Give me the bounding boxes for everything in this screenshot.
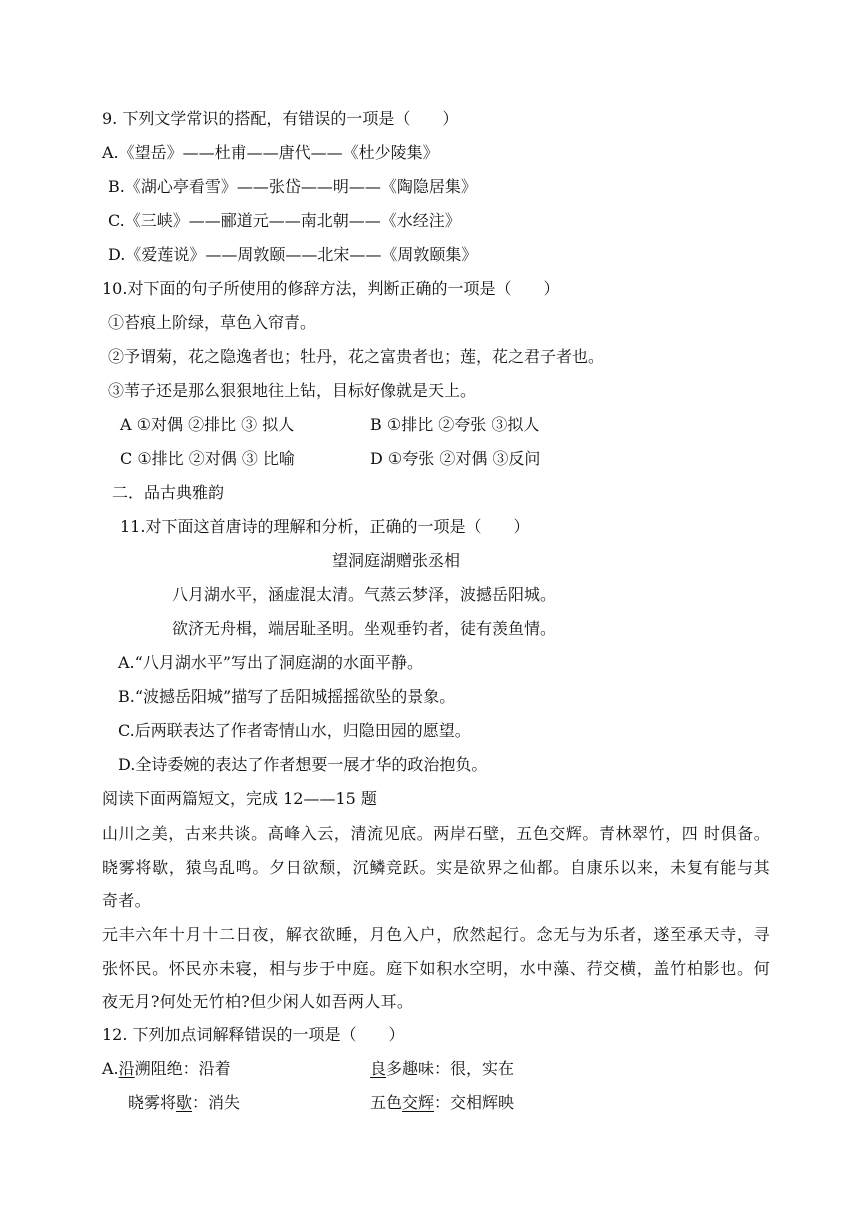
q10-option-d: D ①夸张 ②对偶 ③反问 <box>370 449 541 468</box>
q10-sentence-1: ①苔痕上阶绿，草色入帘青。 <box>108 313 317 332</box>
q12-item-pre: 五色 <box>370 1093 403 1112</box>
poem-title: 望洞庭湖赠张丞相 <box>332 551 461 570</box>
q12-row-a2 <box>128 1092 240 1114</box>
q11-option-d: D.全诗委婉的表达了作者想要一展才华的政治抱负。 <box>118 755 488 774</box>
q12-dotted-word: 交辉 <box>402 1093 435 1112</box>
q12-dotted-word: 良 <box>370 1059 387 1078</box>
q12-item-pre: 晓雾将 <box>128 1093 177 1112</box>
passage-sanxia: 山川之美，古来共谈。高峰入云，清流见底。两岸石壁，五色交辉。青林翠竹，四 时俱备。晓雾将歇，猿鸟乱鸣。夕日欲颓，沉鳞竞跃。实是欲界之仙都。自康乐以来，未复有能与其奇者。 <box>102 824 770 910</box>
section-heading: 二．品古典雅韵 <box>112 483 225 502</box>
q11-stem: 11.对下面这首唐诗的理解和分析，正确的一项是（ ） <box>120 517 530 536</box>
q12-row-a <box>102 1058 231 1080</box>
q12-row-a2-right <box>370 1092 514 1114</box>
poem-line-2: 欲济无舟楫，端居耻圣明。坐观垂钓者，徒有羡鱼情。 <box>172 619 557 638</box>
q10-sentence-2: ②予谓菊，花之隐逸者也；牡丹，花之富贵者也；莲，花之君子者也。 <box>108 347 605 366</box>
q11-option-a: A.“八月湖水平”写出了洞庭湖的水面平静。 <box>118 653 424 672</box>
reading-intro: 阅读下面两篇短文，完成 12——15 题 <box>102 789 377 808</box>
q12-dotted-word: 歇 <box>176 1093 193 1112</box>
poem-line-1: 八月湖水平，涵虚混太清。气蒸云梦泽，波撼岳阳城。 <box>172 585 557 604</box>
q12-item-post: 多趣味：很，实在 <box>386 1059 515 1078</box>
q12-row-a-right <box>370 1058 514 1080</box>
q9-option-b: B.《湖心亭看雪》——张岱——明——《陶隐居集》 <box>108 177 477 196</box>
q9-stem: 9. 下列文学常识的搭配，有错误的一项是（ ） <box>102 109 459 128</box>
q12-item-post: ：交相辉映 <box>434 1093 515 1112</box>
q9-option-a: A.《望岳》——杜甫——唐代——《杜少陵集》 <box>102 143 439 162</box>
q12-item-post: ：消失 <box>192 1093 241 1112</box>
q12-option-prefix: A. <box>102 1059 119 1078</box>
q12-dotted-word: 沿 <box>118 1059 135 1078</box>
q11-option-c: C.后两联表达了作者寄情山水，归隐田园的愿望。 <box>118 721 471 740</box>
q11-option-b: B.“波撼岳阳城”描写了岳阳城摇摇欲坠的景象。 <box>118 687 456 706</box>
q10-option-b: B ①排比 ②夸张 ③拟人 <box>370 415 540 434</box>
q12-item-post: 溯阻绝：沿着 <box>134 1059 231 1078</box>
q10-stem: 10.对下面的句子所使用的修辞方法，判断正确的一项是（ ） <box>102 279 560 298</box>
q9-option-c: C.《三峡》——郦道元——南北朝——《水经注》 <box>108 211 461 230</box>
q10-option-c: C ①排比 ②对偶 ③ 比喻 <box>120 449 295 468</box>
q9-option-d: D.《爱莲说》——周敦颐——北宋——《周敦颐集》 <box>108 245 478 264</box>
passage-chengtiansi: 元丰六年十月十二日夜，解衣欲睡，月色入户，欣然起行。念无与为乐者，遂至承天寺，寻张怀民。怀民亦未寝，相与步于中庭。庭下如积水空明，水中藻、荇交横，盖竹柏影也。何夜无月?何处无竹柏?但少闲人如吾两人耳。 <box>102 925 770 1011</box>
q10-sentence-3: ③苇子还是那么狠狠地往上钻，目标好像就是天上。 <box>108 381 477 400</box>
q12-stem: 12. 下列加点词解释错误的一项是（ ） <box>102 1025 405 1044</box>
q10-option-a: A ①对偶 ②排比 ③ 拟人 <box>120 415 295 434</box>
